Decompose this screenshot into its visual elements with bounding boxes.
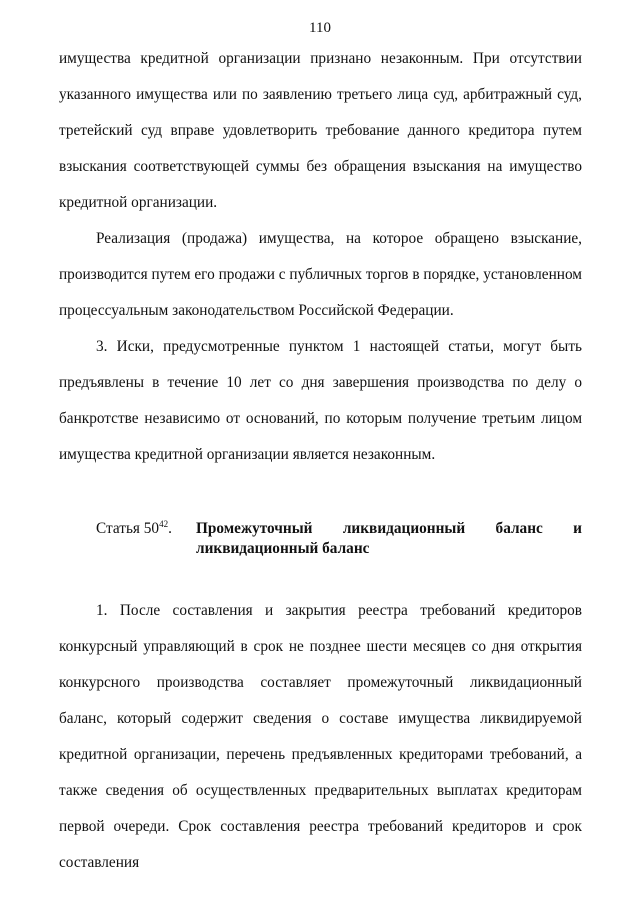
paragraph-continuation: имущества кредитной организации признано незаконным. При отсутствии указанного имущества или по заявлению третьего лица суд, арбитражный суд, третейский суд вправе удовлетворить требование данного кредитора путем взыскания соответствующей суммы без обращения взыскания на имущество кредитной организации. <box>59 50 582 211</box>
article-heading <box>59 519 582 559</box>
document-body <box>59 41 582 881</box>
article-title <box>196 519 582 559</box>
article-label <box>96 519 196 559</box>
article-title-line-2: ликвидационный баланс <box>196 540 370 557</box>
paragraph-item-3: 3. Иски, предусмотренные пунктом 1 настоящей статьи, могут быть предъявлены в течение 10 лет со дня завершения производства по делу о банкротстве независимо от оснований, по которым получение третьим лицом имущества кредитной организации является незаконным. <box>59 338 582 463</box>
article-label-suffix: . <box>168 520 172 537</box>
article-label-superscript: 42 <box>159 518 169 529</box>
paragraph-item-1: 1. После составления и закрытия реестра требований кредиторов конкурсный управляющий в срок не позднее шести месяцев со дня открытия конкурсного производства составляет промежуточный ликвидационный баланс, который содержит сведения о составе имущества ликвидируемой кредитной организации, перечень предъявленных кредиторами требований, а также сведения об осуществленных предварительных выплатах кредиторам первой очереди. Срок составления реестра требований кредиторов и срок составления <box>59 602 582 871</box>
article-title-line-1: Промежуточный ликвидационный баланс и <box>196 520 582 537</box>
page-number: 110 <box>309 20 331 36</box>
paragraph-realization: Реализация (продажа) имущества, на которое обращено взыскание, производится путем его продажи с публичных торгов в порядке, установленном процессуальным законодательством Российской Федерации. <box>59 230 582 319</box>
article-label-text: Статья 50 <box>96 520 160 537</box>
